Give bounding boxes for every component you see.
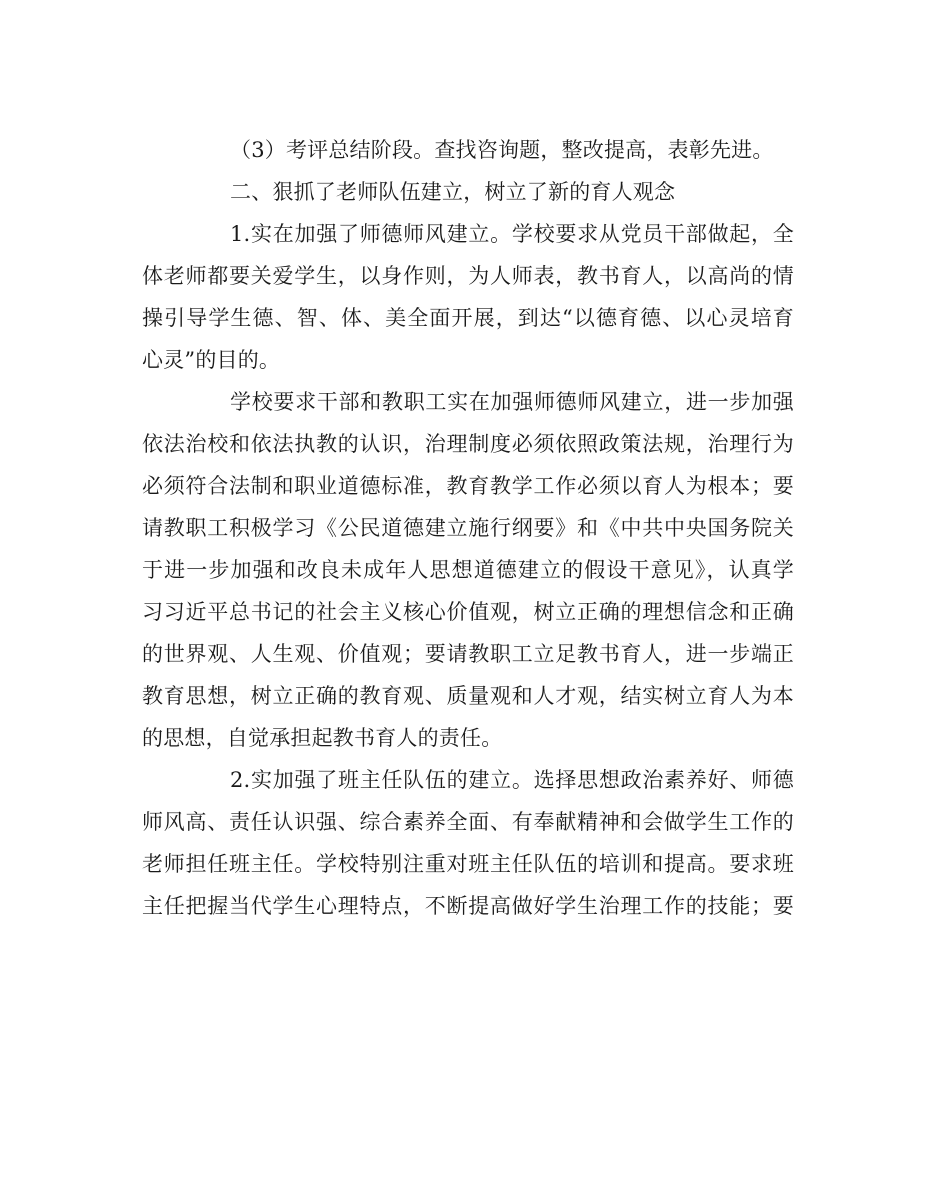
text-line: 的思想，自觉承担起教书育人的责任。	[142, 726, 503, 750]
text-line: 教育思想，树立正确的教育观、质量观和人才观，结实树立育人为本	[142, 684, 794, 708]
text-line: 于进一步加强和改良未成年人思想道德建立的假设干意见》，认真学	[142, 558, 794, 582]
text-line: 二、狠抓了老师队伍建立，树立了新的育人观念	[230, 180, 676, 204]
text-line: 师风高、责任认识强、综合素养全面、有奉献精神和会做学生工作的	[142, 810, 794, 834]
section-heading-2	[142, 171, 794, 213]
text-line: 主任把握当代学生心理特点，不断提高做好学生治理工作的技能；要	[142, 894, 794, 918]
text-line: （3）考评总结阶段。查找咨询题，整改提高，表彰先进。	[230, 138, 774, 162]
text-line: 心灵”的目的。	[142, 348, 281, 372]
text-line: 老师担任班主任。学校特别注重对班主任队伍的培训和提高。要求班	[142, 852, 794, 876]
text-line: 操引导学生德、智、体、美全面开展，到达“以德育德、以心灵培育	[142, 306, 794, 330]
text-line: 1.实在加强了师德师风建立。学校要求从党员干部做起，全	[230, 222, 794, 246]
paragraph-teacher-ethics	[142, 213, 794, 381]
text-line: 的世界观、人生观、价值观；要请教职工立足教书育人，进一步端正	[142, 642, 794, 666]
text-line: 习习近平总书记的社会主义核心价值观，树立正确的理想信念和正确	[142, 600, 794, 624]
paragraph-head-teacher-team	[142, 759, 794, 927]
paragraph-school-requirements	[142, 381, 794, 759]
document-body	[142, 129, 794, 927]
text-line: 体老师都要关爱学生，以身作则，为人师表，教书育人，以高尚的情	[142, 264, 794, 288]
text-line: 2.实加强了班主任队伍的建立。选择思想政治素养好、师德	[230, 768, 794, 792]
text-line: 必须符合法制和职业道德标准，教育教学工作必须以育人为根本；要	[142, 474, 794, 498]
text-line: 学校要求干部和教职工实在加强师德师风建立，进一步加强	[230, 390, 794, 414]
text-line: 请教职工积极学习《公民道德建立施行纲要》和《中共中央国务院关	[142, 516, 794, 540]
paragraph-stage-3	[142, 129, 794, 171]
text-line: 依法治校和依法执教的认识，治理制度必须依照政策法规，治理行为	[142, 432, 794, 456]
